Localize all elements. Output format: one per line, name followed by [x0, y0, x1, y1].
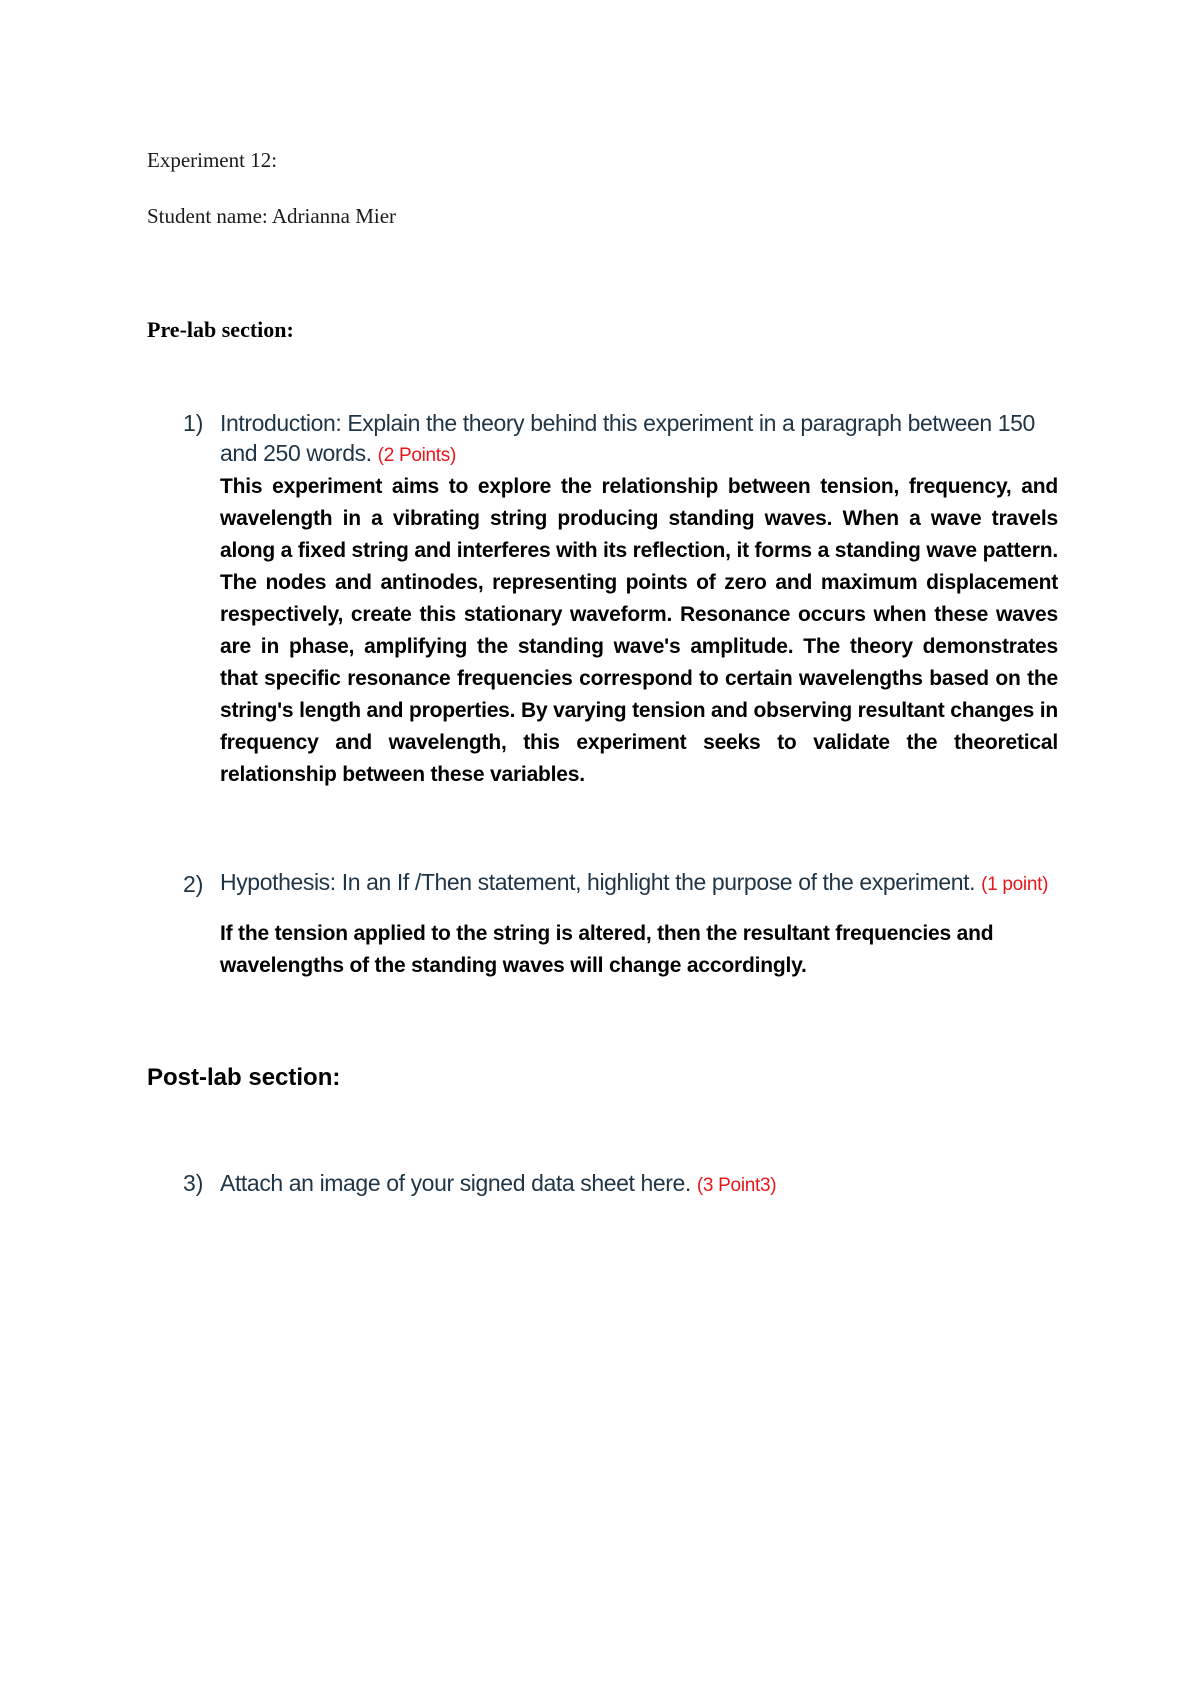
question-2-number: 2) [183, 871, 204, 897]
student-name: Student name: Adrianna Mier [147, 204, 397, 228]
postlab-heading: Post-lab section: [147, 1064, 341, 1091]
prelab-heading: Pre-lab section: [147, 317, 294, 342]
question-1 [220, 408, 1058, 791]
question-2-points: (1 point) [981, 874, 1049, 895]
question-1-prompt: Introduction: Explain the theory behind this experiment in a paragraph between 150 and 250 words. [220, 410, 1035, 466]
question-3-points: (3 Point3) [696, 1175, 777, 1196]
question-1-number: 1) [183, 410, 204, 436]
question-3-prompt: Attach an image of your signed data sheet here. [220, 1170, 691, 1196]
question-1-answer: This experiment aims to explore the relationship between tension, frequency, and wavelength in a vibrating string producing standing waves. When a wave travels along a fixed string and interferes with its reflection, it forms a standing wave pattern. The nodes and antinodes, representing points of zero and maximum displacement respectively, create this stationary waveform. Resonance occurs when these waves are in phase, amplifying the standing wave's amplitude. The theory demonstrates that specific resonance frequencies correspond to certain wavelengths based on the string's length and properties. By varying tension and observing resultant changes in frequency and wavelength, this experiment seeks to validate the theoretical relationship between these variables. [220, 475, 1058, 786]
question-2-prompt: Hypothesis: In an If /Then statement, highlight the purpose of the experiment. [220, 869, 976, 895]
question-2 [220, 869, 1058, 982]
question-1-points: (2 Points) [377, 445, 456, 466]
question-3 [220, 1168, 1058, 1201]
question-3-number: 3) [183, 1170, 204, 1196]
experiment-title: Experiment 12: [147, 148, 278, 172]
question-2-answer: If the tension applied to the string is altered, then the resultant frequencies and wavelengths of the standing waves will change accordingly. [220, 922, 994, 977]
